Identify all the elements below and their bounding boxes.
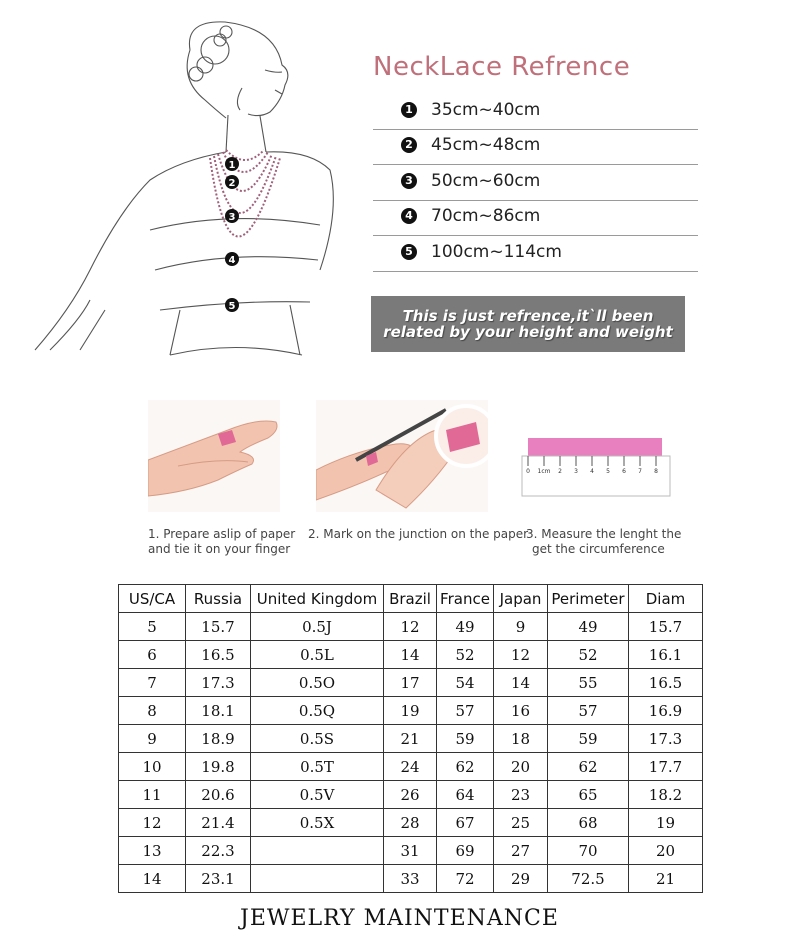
step1-caption-line2: and tie it on your finger — [148, 542, 291, 556]
length-row-2 — [373, 131, 698, 165]
necklace-model-illustration — [20, 10, 340, 360]
table-cell: 13 — [119, 837, 186, 865]
table-row — [119, 837, 703, 865]
column-header: Diam — [629, 585, 703, 613]
ruler-label: 3 — [574, 468, 578, 475]
marker-5 — [225, 298, 239, 312]
table-cell: 52 — [437, 641, 494, 669]
table-cell: 16.5 — [629, 669, 703, 697]
table-row — [119, 781, 703, 809]
table-cell: 22.3 — [186, 837, 251, 865]
table-cell: 14 — [494, 669, 548, 697]
table-cell: 28 — [384, 809, 437, 837]
table-cell: 17.7 — [629, 753, 703, 781]
table-cell: 54 — [437, 669, 494, 697]
table-row — [119, 753, 703, 781]
table-cell: 59 — [437, 725, 494, 753]
table-cell — [251, 837, 384, 865]
table-cell: 12 — [494, 641, 548, 669]
table-cell: 15.7 — [629, 613, 703, 641]
table-cell: 68 — [548, 809, 629, 837]
table-row — [119, 613, 703, 641]
table-row — [119, 865, 703, 893]
table-row — [119, 697, 703, 725]
table-cell: 23.1 — [186, 865, 251, 893]
column-header: United Kingdom — [251, 585, 384, 613]
length-row-4 — [373, 202, 698, 236]
column-header: France — [437, 585, 494, 613]
ruler-label: 1cm — [537, 468, 551, 475]
svg-text:5: 5 — [228, 301, 236, 312]
table-cell: 25 — [494, 809, 548, 837]
number-badge: 5 — [401, 244, 417, 260]
number-badge: 3 — [401, 173, 417, 189]
table-cell: 0.5X — [251, 809, 384, 837]
reference-note-box — [371, 296, 685, 352]
table-cell: 70 — [548, 837, 629, 865]
svg-text:2: 2 — [228, 178, 236, 189]
step3-caption — [526, 527, 681, 557]
table-cell: 27 — [494, 837, 548, 865]
ruler-label: 7 — [638, 468, 642, 475]
table-cell: 67 — [437, 809, 494, 837]
column-header: Perimeter — [548, 585, 629, 613]
table-cell: 21 — [384, 725, 437, 753]
divider — [373, 235, 698, 236]
table-cell: 19.8 — [186, 753, 251, 781]
table-cell: 0.5Q — [251, 697, 384, 725]
table-cell: 0.5L — [251, 641, 384, 669]
table-cell: 20.6 — [186, 781, 251, 809]
length-row-5 — [373, 238, 698, 272]
table-cell: 7 — [119, 669, 186, 697]
divider — [373, 200, 698, 201]
table-cell: 15.7 — [186, 613, 251, 641]
svg-text:1: 1 — [228, 160, 236, 171]
table-cell: 49 — [548, 613, 629, 641]
table-cell: 19 — [629, 809, 703, 837]
table-cell: 9 — [494, 613, 548, 641]
table-cell: 21.4 — [186, 809, 251, 837]
step1-caption-line1: 1. Prepare aslip of paper — [148, 527, 296, 541]
table-cell: 31 — [384, 837, 437, 865]
step3-ruler-measure-photo — [520, 400, 672, 512]
table-cell: 9 — [119, 725, 186, 753]
table-cell: 14 — [119, 865, 186, 893]
table-cell: 0.5O — [251, 669, 384, 697]
table-cell: 62 — [437, 753, 494, 781]
divider — [373, 164, 698, 165]
ruler-label: 5 — [606, 468, 610, 475]
marker-2 — [225, 175, 239, 189]
ruler-label: 0 — [526, 468, 530, 475]
table-cell: 29 — [494, 865, 548, 893]
table-cell: 18 — [494, 725, 548, 753]
length-value: 35cm~40cm — [431, 100, 541, 120]
jewelry-maintenance-heading: JEWELRY MAINTENANCE — [240, 906, 559, 931]
table-cell: 0.5J — [251, 613, 384, 641]
column-header: Japan — [494, 585, 548, 613]
table-cell: 72.5 — [548, 865, 629, 893]
table-cell: 64 — [437, 781, 494, 809]
table-cell: 57 — [437, 697, 494, 725]
table-cell: 12 — [119, 809, 186, 837]
table-cell: 55 — [548, 669, 629, 697]
table-cell: 10 — [119, 753, 186, 781]
table-cell: 57 — [548, 697, 629, 725]
divider — [373, 271, 698, 272]
table-header-row — [119, 585, 703, 613]
table-cell: 17.3 — [186, 669, 251, 697]
number-badge: 2 — [401, 137, 417, 153]
number-badge: 1 — [401, 102, 417, 118]
ruler-label: 6 — [622, 468, 626, 475]
note-line-2: related by your height and weight — [383, 323, 673, 341]
ruler-label: 2 — [558, 468, 562, 475]
table-row — [119, 641, 703, 669]
table-cell: 8 — [119, 697, 186, 725]
table-cell: 69 — [437, 837, 494, 865]
table-cell: 72 — [437, 865, 494, 893]
necklace-reference-title: NeckLace Refrence — [373, 52, 631, 82]
step3-caption-line2: get the circumference — [532, 542, 665, 556]
table-cell: 59 — [548, 725, 629, 753]
table-cell: 0.5T — [251, 753, 384, 781]
table-cell: 18.2 — [629, 781, 703, 809]
length-row-3 — [373, 167, 698, 201]
table-cell: 26 — [384, 781, 437, 809]
table-cell: 33 — [384, 865, 437, 893]
ring-size-table — [118, 584, 703, 893]
note-line-1: This is just refrence,it`ll been — [402, 307, 654, 325]
table-cell: 19 — [384, 697, 437, 725]
table-cell: 12 — [384, 613, 437, 641]
table-cell: 16.1 — [629, 641, 703, 669]
table-cell: 20 — [494, 753, 548, 781]
number-badge: 4 — [401, 208, 417, 224]
step1-finger-wrap-photo — [148, 400, 280, 512]
table-cell: 11 — [119, 781, 186, 809]
table-cell: 23 — [494, 781, 548, 809]
table-cell: 0.5S — [251, 725, 384, 753]
step1-caption — [148, 527, 295, 557]
table-cell — [251, 865, 384, 893]
table-cell: 21 — [629, 865, 703, 893]
table-cell: 49 — [437, 613, 494, 641]
svg-text:4: 4 — [228, 255, 236, 266]
table-cell: 62 — [548, 753, 629, 781]
column-header: US/CA — [119, 585, 186, 613]
length-value: 70cm~86cm — [431, 206, 541, 226]
step2-mark-junction-photo — [316, 400, 488, 512]
table-cell: 16 — [494, 697, 548, 725]
table-row — [119, 809, 703, 837]
table-cell: 65 — [548, 781, 629, 809]
table-cell: 24 — [384, 753, 437, 781]
table-cell: 5 — [119, 613, 186, 641]
step2-caption — [308, 527, 528, 542]
table-cell: 0.5V — [251, 781, 384, 809]
table-row — [119, 669, 703, 697]
length-value: 50cm~60cm — [431, 171, 541, 191]
step2-caption-line: 2. Mark on the junction on the paper — [308, 527, 529, 541]
divider — [373, 129, 698, 130]
column-header: Russia — [186, 585, 251, 613]
table-cell: 20 — [629, 837, 703, 865]
table-cell: 18.1 — [186, 697, 251, 725]
table-cell: 16.9 — [629, 697, 703, 725]
length-row-1 — [373, 96, 698, 130]
length-value: 100cm~114cm — [431, 242, 562, 262]
column-header: Brazil — [384, 585, 437, 613]
table-cell: 52 — [548, 641, 629, 669]
table-cell: 16.5 — [186, 641, 251, 669]
ruler-label: 8 — [654, 468, 658, 475]
marker-3 — [225, 209, 239, 223]
table-cell: 6 — [119, 641, 186, 669]
step3-caption-line1: 3. Measure the lenght the — [526, 527, 682, 541]
svg-text:3: 3 — [228, 212, 236, 223]
marker-1 — [225, 157, 239, 171]
table-cell: 17 — [384, 669, 437, 697]
table-row — [119, 725, 703, 753]
table-cell: 18.9 — [186, 725, 251, 753]
marker-4 — [225, 252, 239, 266]
table-cell: 14 — [384, 641, 437, 669]
table-cell: 17.3 — [629, 725, 703, 753]
ruler-label: 4 — [590, 468, 594, 475]
length-value: 45cm~48cm — [431, 135, 541, 155]
